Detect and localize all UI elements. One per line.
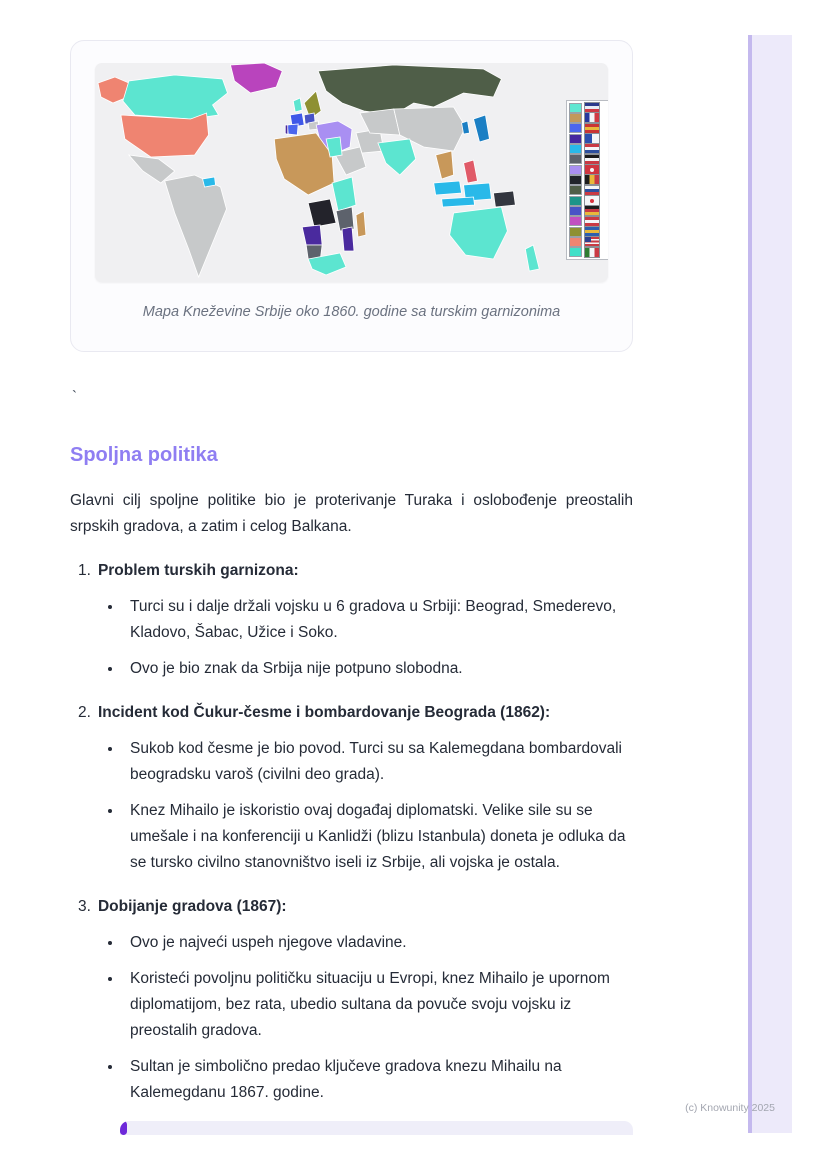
map-region-greenland: [230, 63, 282, 93]
german-empire-flag-icon: [584, 154, 600, 165]
legend-color-swatch: [569, 165, 582, 175]
map-region-guyana: [203, 177, 216, 187]
topic-number: 2.: [78, 704, 91, 721]
bullet-item: • Turci su i dalje držali vojsku u 6 gradova u Srbiji: Beograd, Smederevo, Kladovo, Šabac, Užice i Soko.: [123, 594, 633, 646]
topic-title-text: Incident kod Čukur-česme i bombardovanje Beograda (1862):: [97, 704, 551, 721]
uk-flag-icon: [584, 102, 600, 113]
map-region-russia: [318, 65, 501, 115]
legend-row-german-empire: [569, 155, 606, 164]
world-map-image: [95, 63, 608, 282]
bullet-list: [70, 594, 633, 682]
document-content: [70, 40, 633, 1106]
map-region-indonesia3: [442, 197, 475, 207]
map-region-iberia: [287, 124, 298, 135]
legend-row-japan: [569, 196, 606, 205]
flag-canton: [585, 237, 591, 242]
map-region-madagascar: [356, 211, 366, 237]
legend-row-russia: [569, 186, 606, 195]
flag-emblem: [590, 168, 594, 172]
mexico-flag-icon: [584, 247, 600, 258]
topic-title: [70, 558, 633, 584]
topic-number: 1.: [78, 562, 91, 579]
netherlands-flag-icon: [584, 143, 600, 154]
sweden-flag-icon: [584, 226, 600, 237]
map-region-indonesia1: [434, 181, 462, 195]
legend-row-ottoman: [569, 165, 606, 174]
bullet-item: • Sukob kod česme je bio povod. Turci su sa Kalemegdana bombardovali beogradsku varoš (civilni deo grada).: [123, 736, 633, 788]
legend-row-germany: [569, 206, 606, 215]
legend-row-denmark: [569, 217, 606, 226]
portugal-flag-icon: [584, 133, 600, 144]
topic-title-text: Problem turskih garnizona:: [97, 562, 299, 579]
map-legend: [566, 100, 608, 260]
legend-color-swatch: [569, 144, 582, 154]
legend-color-swatch: [569, 196, 582, 206]
legend-row-france: [569, 113, 606, 122]
topic-title: [70, 894, 633, 920]
legend-row-usa: [569, 237, 606, 246]
copyright-text: (c) Knowunity 2025: [685, 1102, 775, 1114]
denmark-flag-icon: [584, 216, 600, 227]
ottoman-flag-icon: [584, 164, 600, 175]
usa-flag-icon: [584, 236, 600, 247]
stray-backtick: `: [72, 388, 77, 405]
topic-title: [70, 700, 633, 726]
bullet-item: • Koristeći povoljnu političku situaciju u Evropi, knez Mihailo je upornom diplomatijom, bez rata, ubedio sultana da povuče svoju vojsku iz preostalih gradova.: [123, 966, 633, 1044]
map-region-portugal: [285, 125, 287, 135]
topic-item: [70, 558, 633, 682]
bullet-item: • Ovo je najveći uspeh njegove vladavine.: [123, 930, 633, 956]
legend-row-belgium: [569, 175, 606, 184]
callout-block-clipped: [120, 1121, 633, 1135]
bullet-item: • Knez Mihailo je iskoristio ovaj događaj diplomatski. Velike sile su se umešale i na konferenciji u Kanlidži (blizu Istanbula) doneta je odluka da se tursko civilno stanovništvo iseli iz Srbije, ali vojska je ostala.: [123, 798, 633, 876]
topic-item: [70, 894, 633, 1106]
right-margin-strip: [748, 35, 792, 1133]
topic-title-text: Dobijanje gradova (1867):: [97, 898, 287, 915]
legend-color-swatch: [569, 113, 582, 123]
map-region-eastafrica: [332, 177, 356, 211]
world-map-svg: [95, 63, 608, 282]
spain-flag-icon: [584, 123, 600, 134]
map-region-uk: [293, 98, 302, 112]
russia-flag-icon: [584, 185, 600, 196]
legend-color-swatch: [569, 206, 582, 216]
topic-item: [70, 700, 633, 876]
legend-row-netherlands: [569, 144, 606, 153]
france-flag-icon: [584, 112, 600, 123]
callout-accent-bar: [120, 1121, 127, 1135]
map-region-indochina: [436, 151, 454, 179]
map-figure-card: [70, 40, 633, 352]
intro-paragraph: Glavni cilj spoljne politike bio je proterivanje Turaka i oslobođenje preostalih srpskih gradova, a zatim i celog Balkana.: [70, 492, 633, 535]
belgium-flag-icon: [584, 174, 600, 185]
map-region-newzealand: [525, 245, 539, 271]
map-region-mozambique: [342, 227, 354, 251]
bullet-item: • Ovo je bio znak da Srbija nije potpuno slobodna.: [123, 656, 633, 682]
germany-flag-icon: [584, 205, 600, 216]
map-region-japan: [474, 115, 490, 142]
legend-color-swatch: [569, 134, 582, 144]
map-region-philippines: [464, 160, 478, 183]
map-region-angola: [302, 225, 322, 245]
legend-row-portugal: [569, 134, 606, 143]
map-region-congo: [308, 199, 336, 227]
legend-color-swatch: [569, 247, 582, 257]
legend-color-swatch: [569, 154, 582, 164]
topic-number: 3.: [78, 898, 91, 915]
legend-color-swatch: [569, 123, 582, 133]
japan-flag-icon: [584, 195, 600, 206]
map-region-australia: [450, 207, 508, 259]
legend-color-swatch: [569, 216, 582, 226]
legend-row-spain: [569, 124, 606, 133]
legend-color-swatch: [569, 227, 582, 237]
legend-row-sweden: [569, 227, 606, 236]
flag-emblem: [590, 199, 594, 203]
map-region-newguinea: [493, 191, 515, 207]
legend-color-swatch: [569, 237, 582, 247]
legend-row-mexico: [569, 248, 606, 257]
legend-color-swatch: [569, 103, 582, 113]
legend-color-swatch: [569, 185, 582, 195]
legend-row-britain: [569, 103, 606, 112]
map-region-canada: [123, 75, 228, 119]
figure-caption: Mapa Kneževine Srbije oko 1860. godine sa turskim garnizonima: [142, 304, 561, 320]
bullet-item: • Sultan je simbolično predao ključeve gradova knezu Mihailu na Kalemegdanu 1867. godine.: [123, 1054, 633, 1106]
bullet-list: [70, 736, 633, 876]
map-region-southamerica: [165, 175, 227, 277]
map-region-usa: [121, 113, 209, 157]
map-region-mexico: [129, 155, 175, 183]
legend-color-swatch: [569, 175, 582, 185]
bullet-list: [70, 930, 633, 1106]
section-heading: Spoljna politika: [70, 444, 218, 466]
map-region-india: [378, 139, 416, 175]
topic-list: [70, 558, 633, 1106]
